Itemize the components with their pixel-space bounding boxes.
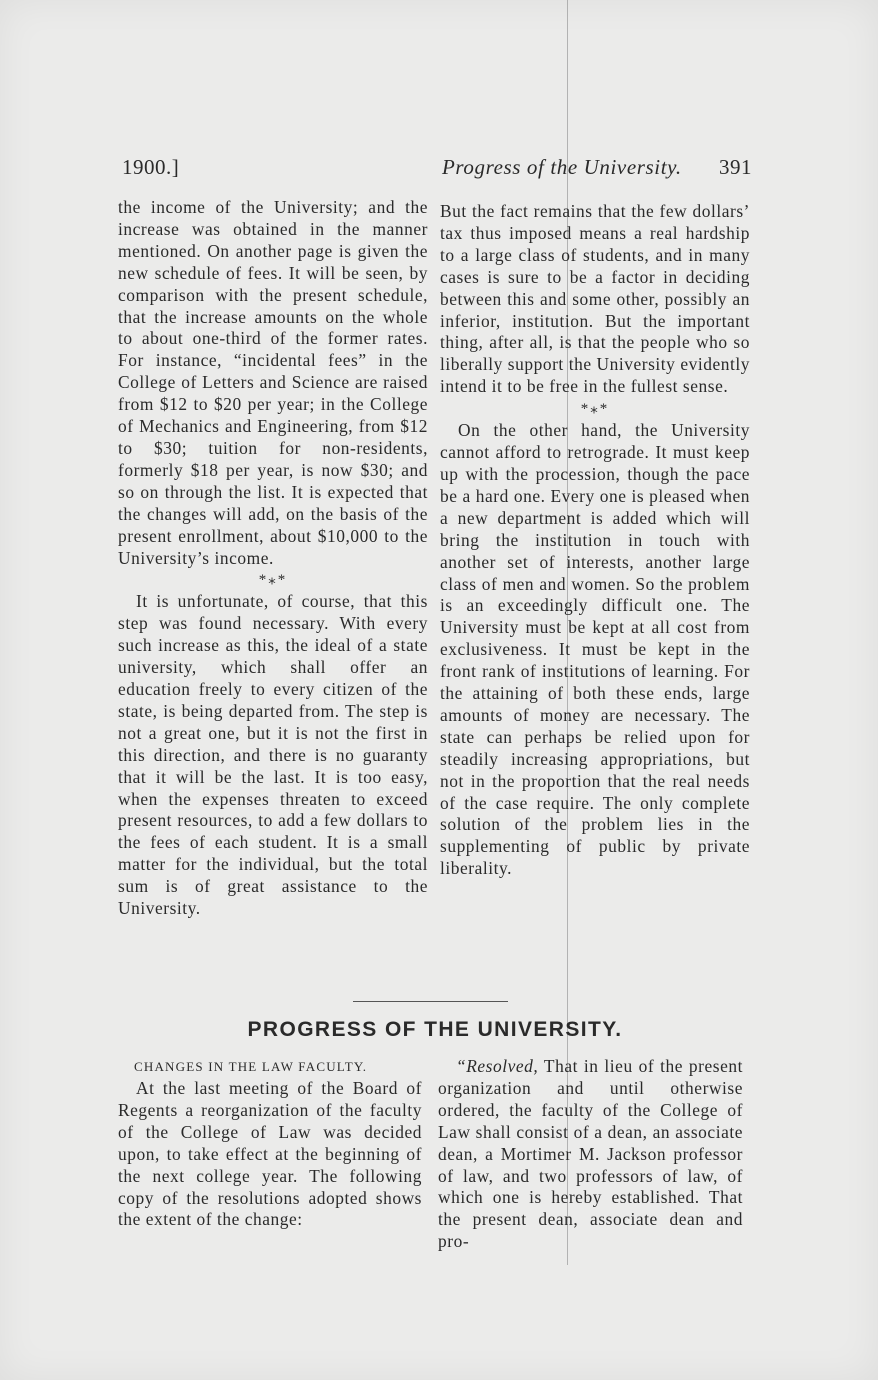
paragraph: But the fact remains that the few dollars’ tax thus imposed means a real hardship to a large class of students, and in many cases is sure to be a factor in deciding between this and some other, possibly an inferior, institution. But the important thing, after all, is that the people who so liberally support the University evidently intend it to be free in the fullest sense.	[440, 201, 750, 397]
resolved-word: “Resolved,	[456, 1056, 539, 1076]
section-heading: PROGRESS OF THE UNIVERSITY.	[247, 1018, 623, 1041]
subheading: CHANGES IN THE LAW FACULTY.	[134, 1059, 368, 1074]
section-rule	[353, 1001, 508, 1002]
page-number: 391	[719, 155, 752, 179]
paragraph: On the other hand, the University cannot afford to retrograde. It must keep up with the procession, though the pace be a hard one. Every one is pleased when a new department is added which will bring the institution in touch with another set of interests, another large class of men and women. So the problem is an exceedingly difficult one. The University must be kept at all cost from exclusiveness. It must be kept in the front rank of institutions of learning. For the attaining of both these ends, large amounts of money are necessary. The state can perhaps be relied upon for steadily increasing appropriations, but not in the proportion that the real needs of the case require. The only complete solution of the problem lies in the supplementing of public by private liberality.	[440, 420, 750, 879]
lower-left-column	[118, 1056, 422, 1231]
header-running-title: Progress of the University.	[442, 155, 682, 179]
lower-right-column	[438, 1056, 743, 1253]
paragraph: It is unfortunate, of course, that this step was found necessary. With every such increase as this, the ideal of a state university, which shall offer an education freely to every citizen of the state, is being departed from. The step is not a great one, but it is not the first in this direction, and there is no guaranty that it will be the last. It is too easy, when the expenses threaten to exceed present resources, to add a few dollars to the fees of each student. It is a small matter for the individual, but the total sum is of great assistance to the University.	[118, 591, 428, 919]
paragraph: the income of the University; and the increase was obtained in the manner mentioned. On another page is given the new schedule of fees. It will be seen, by comparison with the present schedule, that the increase amounts on the whole to about one-third of the former rates. For instance, “incidental fees” in the College of Letters and Science are raised from $12 to $20 per year; in the College of Mechanics and Engineering, from $12 to $30; tuition for non-residents, formerly $18 per year, is now $30; and so on through the list. It is expected that the changes will add, on the basis of the present enrollment, about $10,000 to the University’s income.	[118, 197, 428, 568]
asterism-divider: *⁎*	[258, 572, 288, 589]
asterism-divider: *⁎*	[580, 401, 610, 418]
running-header	[118, 155, 752, 185]
resolution-text: That in lieu of the present organization and until otherwise ordered, the faculty of the College of Law shall consist of a dean, an associate dean, a Mortimer M. Jackson professor of law, and two professors of law, of which one is hereby established. That the present dean, associate dean and pro-	[438, 1056, 743, 1252]
resolution-paragraph	[438, 1056, 743, 1253]
paragraph: At the last meeting of the Board of Regents a reorganization of the faculty of the College of Law was decided upon, to take effect at the beginning of the next college year. The following copy of the resolutions adopted shows the extent of the change:	[118, 1078, 422, 1230]
upper-left-column	[118, 197, 428, 920]
upper-right-column	[440, 201, 750, 880]
header-year: 1900.]	[122, 155, 180, 179]
